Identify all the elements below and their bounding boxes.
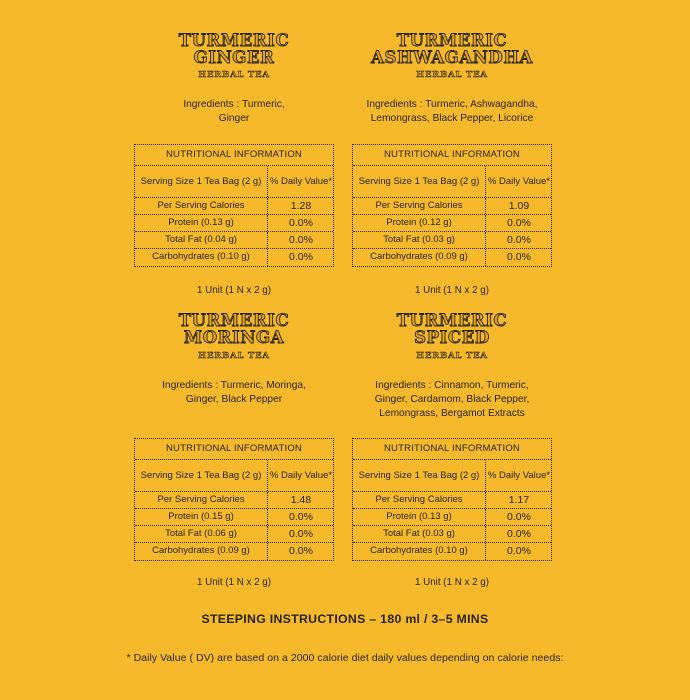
nutrition-table-header: NUTRITIONAL INFORMATION bbox=[353, 439, 551, 460]
ingredients-line: Ginger, Cardamom, Black Pepper, bbox=[374, 394, 530, 405]
product-title-line-1: TURMERIC bbox=[178, 31, 290, 50]
serving-size-label: Serving Size 1 Tea Bag (2 g) bbox=[135, 460, 268, 491]
ingredients-line: Ingredients : Turmeric, bbox=[183, 99, 285, 110]
product-title-line-2: GINGER bbox=[193, 48, 275, 67]
row-value: 1.09 bbox=[508, 200, 530, 212]
row-value: 1.17 bbox=[508, 494, 530, 506]
product-subtitle: HERBAL TEA bbox=[416, 70, 488, 80]
table-row bbox=[353, 215, 551, 232]
row-value: 0.0% bbox=[289, 511, 313, 523]
row-label: Carbohydrates (0.09 g) bbox=[353, 249, 486, 266]
daily-value-label: % Daily Value* bbox=[487, 470, 551, 481]
row-label: Protein (0.15 g) bbox=[135, 509, 268, 525]
table-row bbox=[135, 232, 333, 249]
product-title-line-1: TURMERIC bbox=[396, 311, 508, 330]
row-value: 0.0% bbox=[289, 234, 313, 246]
product-subtitle: HERBAL TEA bbox=[416, 351, 488, 361]
ingredients-line: Ingredients : Turmeric, Moringa, bbox=[162, 380, 306, 391]
daily-value-label: % Daily Value* bbox=[269, 470, 333, 481]
table-row bbox=[353, 460, 551, 492]
nutrition-table-header: NUTRITIONAL INFORMATION bbox=[353, 145, 551, 166]
row-label: Per Serving Calories bbox=[353, 492, 486, 508]
daily-value-label: % Daily Value* bbox=[269, 176, 333, 187]
table-row bbox=[353, 509, 551, 526]
ingredients-line: Lemongrass, Black Pepper, Licorice bbox=[370, 113, 534, 124]
row-label: Total Fat (0.03 g) bbox=[353, 232, 486, 248]
product-subtitle: HERBAL TEA bbox=[198, 70, 270, 80]
row-value: 0.0% bbox=[289, 545, 313, 557]
row-label: Protein (0.13 g) bbox=[353, 509, 486, 525]
table-row bbox=[135, 526, 333, 543]
row-value: 1.48 bbox=[290, 494, 312, 506]
ingredients-text bbox=[134, 379, 334, 407]
table-row bbox=[135, 509, 333, 526]
serving-size-label: Serving Size 1 Tea Bag (2 g) bbox=[353, 460, 486, 491]
unit-text: 1 Unit (1 N x 2 g) bbox=[414, 577, 490, 588]
table-row bbox=[353, 232, 551, 249]
table-row bbox=[353, 492, 551, 509]
nutrition-table bbox=[352, 144, 552, 267]
row-value: 0.0% bbox=[289, 528, 313, 540]
row-value: 0.0% bbox=[507, 217, 531, 229]
daily-value-label: % Daily Value* bbox=[487, 176, 551, 187]
nutrition-table bbox=[134, 144, 334, 267]
table-row bbox=[135, 249, 333, 266]
ingredients-text bbox=[352, 379, 552, 421]
nutrition-table-header: NUTRITIONAL INFORMATION bbox=[135, 145, 333, 166]
table-row bbox=[353, 166, 551, 198]
row-label: Total Fat (0.03 g) bbox=[353, 526, 486, 542]
row-label: Protein (0.13 g) bbox=[135, 215, 268, 231]
row-label: Per Serving Calories bbox=[353, 198, 486, 214]
steeping-instructions: STEEPING INSTRUCTIONS – 180 ml / 3–5 MINS bbox=[201, 612, 489, 626]
nutrition-table bbox=[134, 438, 334, 561]
unit-text: 1 Unit (1 N x 2 g) bbox=[414, 285, 490, 296]
daily-value-footnote: * Daily Value ( DV) are based on a 2000 calorie diet daily values depending on calorie needs: bbox=[126, 652, 564, 664]
nutrition-table-header: NUTRITIONAL INFORMATION bbox=[135, 439, 333, 460]
product-subtitle: HERBAL TEA bbox=[198, 351, 270, 361]
product-title-line-2: SPICED bbox=[414, 328, 490, 347]
row-label: Carbohydrates (0.09 g) bbox=[135, 543, 268, 560]
serving-size-label: Serving Size 1 Tea Bag (2 g) bbox=[135, 166, 268, 197]
table-row bbox=[353, 249, 551, 266]
row-value: 0.0% bbox=[289, 251, 313, 263]
row-value: 0.0% bbox=[507, 511, 531, 523]
table-row bbox=[135, 460, 333, 492]
row-value: 0.0% bbox=[507, 251, 531, 263]
row-label: Protein (0.12 g) bbox=[353, 215, 486, 231]
ingredients-line: Ingredients : Turmeric, Ashwagandha, bbox=[366, 99, 538, 110]
row-value: 0.0% bbox=[507, 234, 531, 246]
row-value: 0.0% bbox=[289, 217, 313, 229]
table-row bbox=[353, 543, 551, 560]
product-title-line-2: MORINGA bbox=[183, 328, 285, 347]
unit-text: 1 Unit (1 N x 2 g) bbox=[196, 577, 272, 588]
ingredients-line: Lemongrass, Bergamot Extracts bbox=[379, 408, 525, 419]
table-row bbox=[135, 543, 333, 560]
table-row bbox=[135, 166, 333, 198]
ingredients-text bbox=[352, 98, 552, 126]
product-title-line-2: ASHWAGANDHA bbox=[371, 48, 533, 67]
row-value: 0.0% bbox=[507, 528, 531, 540]
ingredients-text bbox=[134, 98, 334, 126]
serving-size-label: Serving Size 1 Tea Bag (2 g) bbox=[353, 166, 486, 197]
row-label: Total Fat (0.04 g) bbox=[135, 232, 268, 248]
ingredients-line: Ginger, Black Pepper bbox=[185, 394, 283, 405]
row-label: Carbohydrates (0.10 g) bbox=[353, 543, 486, 560]
row-label: Per Serving Calories bbox=[135, 492, 268, 508]
table-row bbox=[353, 198, 551, 215]
table-row bbox=[135, 492, 333, 509]
row-label: Total Fat (0.06 g) bbox=[135, 526, 268, 542]
product-title-line-1: TURMERIC bbox=[178, 311, 290, 330]
row-label: Per Serving Calories bbox=[135, 198, 268, 214]
unit-text: 1 Unit (1 N x 2 g) bbox=[196, 285, 272, 296]
nutrition-table bbox=[352, 438, 552, 561]
row-value: 0.0% bbox=[507, 545, 531, 557]
table-row bbox=[135, 215, 333, 232]
table-row bbox=[135, 198, 333, 215]
ingredients-line: Ginger bbox=[218, 113, 250, 124]
table-row bbox=[353, 526, 551, 543]
ingredients-line: Ingredients : Cinnamon, Turmeric, bbox=[375, 380, 529, 391]
product-title-line-1: TURMERIC bbox=[396, 31, 508, 50]
row-value: 1.28 bbox=[290, 200, 312, 212]
row-label: Carbohydrates (0.10 g) bbox=[135, 249, 268, 266]
